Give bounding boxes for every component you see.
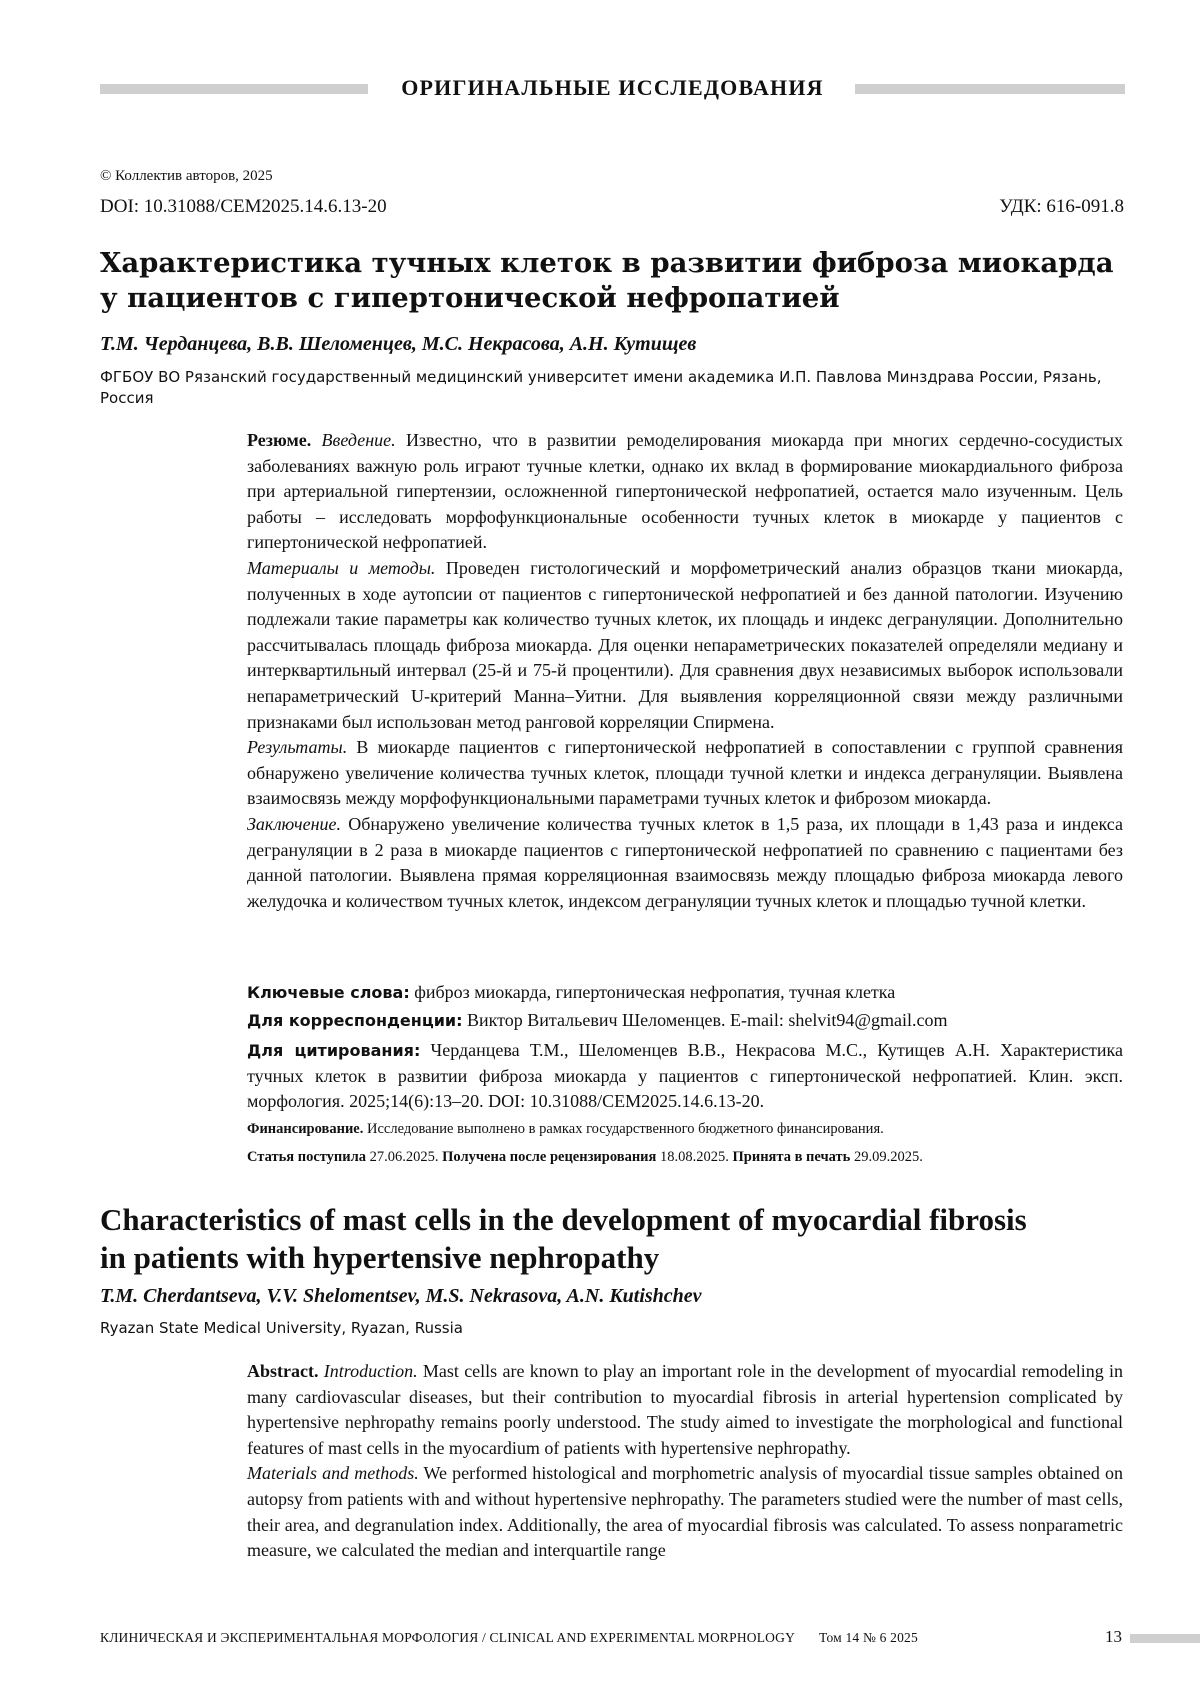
section-title: ОРИГИНАЛЬНЫЕ ИССЛЕДОВАНИЯ xyxy=(401,75,824,100)
citation xyxy=(247,1038,1123,1115)
copyright: © Коллектив авторов, 2025 xyxy=(100,168,273,184)
journal-name: КЛИНИЧЕСКАЯ И ЭКСПЕРИМЕНТАЛЬНАЯ МОРФОЛОГИЯ / CLINICAL AND EXPERIMENTAL MORPHOLOGY xyxy=(100,1630,796,1645)
doi: DOI: 10.31088/CEM2025.14.6.13-20 xyxy=(100,196,387,217)
section-header xyxy=(100,74,1125,102)
accepted-label: Принята в печать xyxy=(732,1149,851,1165)
abstract-en-label: Abstract. xyxy=(247,1361,319,1381)
udk: УДК: 616-091.8 xyxy=(999,196,1124,217)
doi-row xyxy=(100,196,1124,218)
keywords-label: Ключевые слова: xyxy=(247,983,410,1002)
methods-text: Проведен гистологический и морфометрический анализ образцов ткани миокарда, полученных в ходе аутопсии от пациентов с гипертонической нефропатией и без данной патологии. Изучению подлежали такие параметры как количество тучных клеток, их площадь и индекс дегрануляции. Дополнительно рассчитывалась площадь фиброза миокарда. Для оценки непараметрических показателей определяли медиану и интерквартильный интервал (25-й и 75-й процентили). Для сравнения двух независимых выборок использовали непараметрический U-критерий Манна–Уитни. Для выявления корреляционной связи между различными признаками был использован метод ранговой корреляции Спирмена. xyxy=(247,557,1123,732)
conclusion-label: Заключение. xyxy=(247,813,341,834)
affiliation-ru: ФГБОУ ВО Рязанский государственный медицинский университет имени академика И.П. Павлова Минздрава России, Рязань, Россия xyxy=(100,368,1102,407)
received-label: Статья поступила xyxy=(247,1149,367,1165)
article-title-en xyxy=(100,1201,1130,1277)
page-number: 13 xyxy=(1105,1627,1122,1646)
abstract-ru-label: Резюме. xyxy=(247,430,312,450)
intro-en-label: Introduction. xyxy=(323,1361,418,1381)
results-text: В миокарде пациентов с гипертонической нефропатией в сопоставлении с группой сравнения обнаружено увеличение количества тучных клеток, площади тучной клетки и индекса дегрануляции. Выявлена взаимосвязь между морфофункциональными параметрами тучных клеток и фиброзом миокарда. xyxy=(247,737,1124,809)
funding-label: Финансирование. xyxy=(247,1121,364,1137)
methods-label: Материалы и методы. xyxy=(247,557,436,578)
running-footer xyxy=(100,1630,918,1646)
authors-ru: Т.М. Черданцева, В.В. Шеломенцев, М.С. Некрасова, А.Н. Кутищев xyxy=(100,333,697,355)
methods-en-text: We performed histological and morphometric analysis of myocardial tissue samples obtained on autopsy from patients with and without hypertensive nephropathy. The parameters studied were the number of mast cells, their area, and degranulation index. Additionally, the area of myocardial fibrosis was calculated. To assess nonparametric measure, we calculated the median and interquartile range xyxy=(247,1463,1123,1561)
received-date: 27.06.2025. xyxy=(369,1149,439,1165)
article-dates xyxy=(247,1149,1123,1166)
intro-label: Введение. xyxy=(321,430,396,450)
citation-label: Для цитирования: xyxy=(247,1041,421,1060)
intro-en-text: Mast cells are known to play an important role in the development of myocardial remodeling in many cardiovascular diseases, but their contribution to myocardial fibrosis in arterial hypertension complicated by hypertensive nephropathy remains poorly understood. The study aimed to investigate the morphological and functional features of mast cells in the myocardium of patients with hypertensive nephropathy. xyxy=(247,1361,1124,1458)
funding-text: Исследование выполнено в рамках государственного бюджетного финансирования. xyxy=(367,1121,884,1137)
abstract-ru-methods xyxy=(247,556,1123,735)
abstract-en xyxy=(247,1359,1123,1564)
correspondence-label: Для корреспонденции: xyxy=(247,1011,463,1030)
affiliation-en: Ryazan State Medical University, Ryazan, Russia xyxy=(100,1319,463,1337)
abstract-ru-results xyxy=(247,735,1123,812)
conclusion-text: Обнаружено увеличение количества тучных клеток в 1,5 раза, их площади в 1,43 раза и индекса дегрануляции в 2 раза в миокарде пациентов с гипертонической нефропатией по сравнению с пациентами без данной патологии. Выявлена прямая корреляционная взаимосвязь между площадью фиброза миокарда левого желудочка и количеством тучных клеток, индексом дегрануляции тучных клеток и площадью тучной клетки. xyxy=(247,813,1123,911)
correspondence xyxy=(247,1008,1123,1034)
abstract-ru-intro xyxy=(247,428,1123,556)
authors-en: T.M. Cherdantseva, V.V. Shelomentsev, M.S. Nekrasova, A.N. Kutishchev xyxy=(100,1285,702,1307)
abstract-en-methods xyxy=(247,1461,1123,1563)
article-title-ru xyxy=(100,246,1130,316)
title-ru-line-2: у пациентов с гипертонической нефропатией xyxy=(100,282,840,314)
revised-label: Получена после рецензирования xyxy=(442,1149,657,1165)
revised-date: 18.08.2025. xyxy=(660,1149,729,1165)
keywords xyxy=(247,980,1123,1006)
results-label: Результаты. xyxy=(247,737,348,758)
abstract-ru-conclusion xyxy=(247,812,1123,914)
issue-info: Том 14 № 6 2025 xyxy=(819,1630,918,1645)
keywords-text: фиброз миокарда, гипертоническая нефропатия, тучная клетка xyxy=(414,982,896,1002)
title-en-line-2: in patients with hypertensive nephropathy xyxy=(100,1240,660,1275)
footer-rule xyxy=(1130,1634,1200,1643)
correspondence-text: Виктор Витальевич Шеломенцев. E-mail: shelvit94@gmail.com xyxy=(467,1010,948,1030)
abstract-en-intro xyxy=(247,1359,1123,1461)
title-en-line-1: Characteristics of mast cells in the development of myocardial fibrosis xyxy=(100,1202,1027,1237)
methods-en-label: Materials and methods. xyxy=(247,1463,419,1484)
funding xyxy=(247,1121,1123,1138)
title-ru-line-1: Характеристика тучных клеток в развитии фиброза миокарда xyxy=(100,247,1114,279)
accepted-date: 29.09.2025. xyxy=(853,1149,923,1165)
intro-text: Известно, что в развитии ремоделирования миокарда при многих сердечно-сосудистых заболеваниях важную роль играют тучные клетки, однако их вклад в формирование миокардиального фиброза при артериальной гипертензии, осложненной гипертонической нефропатией, остается мало изученным. Цель работы – исследовать морфофункциональные особенности тучных клеток в миокарде у пациентов с гипертонической нефропатией. xyxy=(247,430,1124,553)
abstract-ru xyxy=(247,428,1123,914)
citation-text: Черданцева Т.М., Шеломенцев В.В., Некрасова М.С., Кутищев А.Н. Характеристика тучных клеток в развитии фиброза миокарда у пациентов с гипертонической нефропатией. Клин. эксп. морфология. 2025;14(6):13–20. DOI: 10.31088/CEM2025.14.6.13-20. xyxy=(247,1040,1123,1112)
